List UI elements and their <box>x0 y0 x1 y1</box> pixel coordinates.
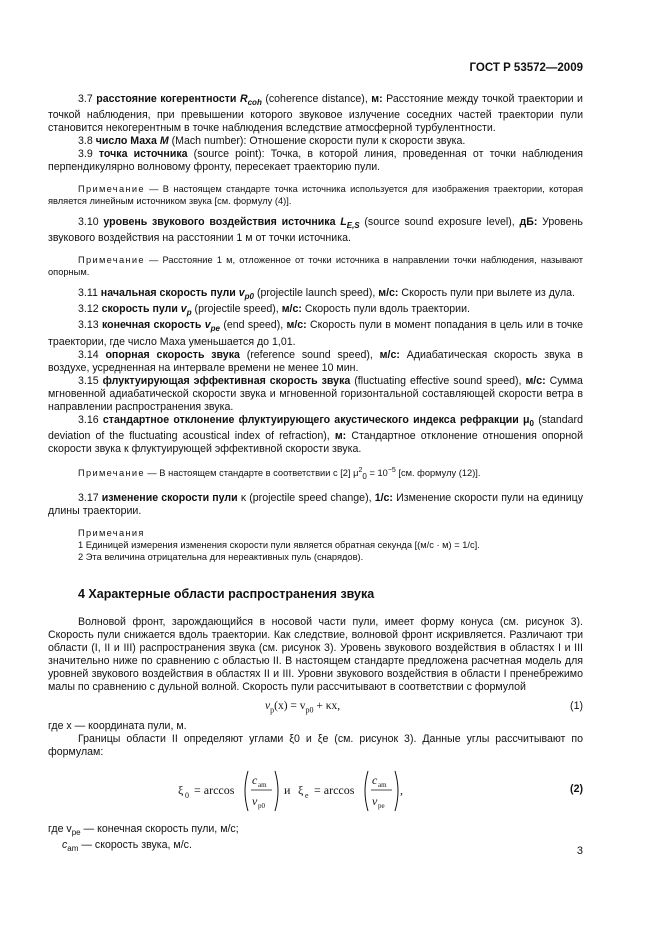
formula-2-expression <box>178 763 478 819</box>
term-3-14: 3.14 опорная скорость звука (reference sound speed), м/с: Адиабатическая скорость звука в воздухе, усредненная на интервале времени не менее 10 мин. <box>48 348 583 374</box>
page-number: 3 <box>576 845 583 857</box>
note-3-10: Примечание — Расстояние 1 м, отложенное от точки источника в направлении точки наблюдения, называют опорным. <box>48 255 583 278</box>
svg-text:e: e <box>305 790 309 800</box>
notes-3-17: Примечания 1 Единицей измерения изменения скорости пули является обратная секунда [(м/с · м) = 1/с]. 2 Эта величина отрицательна для нереактивных пуль (снарядов). <box>78 527 480 562</box>
term-3-8: 3.8 число Маха M (Mach number): Отношение скорости пули к скорости звука. <box>78 135 466 148</box>
svg-text:p0: p0 <box>258 801 265 810</box>
svg-text:ξ: ξ <box>298 782 304 797</box>
term-3-17: 3.17 изменение скорости пули κ (projectile speed change), 1/с: Изменение скорости пули на единицу длины траектории. <box>48 491 583 517</box>
svg-text:,: , <box>400 782 403 797</box>
svg-text:= arccos: = arccos <box>314 782 355 797</box>
term-3-10: 3.10 уровень звукового воздействия источника $L_{E,S}$ (source sound exposure level), дБ: Уровень звукового воздействия на расстоянии 1 м от точки источника. <box>48 216 583 245</box>
svg-text:и: и <box>284 782 291 797</box>
document-body <box>48 93 583 855</box>
term-3-11: 3.11 начальная скорость пули $v_{p0}$ (projectile launch speed), м/с: Скорость пули при вылете из дула. <box>78 287 575 302</box>
section-heading: 4 Характерные области распространения звука <box>78 586 375 601</box>
term-3-9: 3.9 точка источника (source point): Точка, в которой линия, проведенная от точки наблюдения перпендикулярно волновому фронту, пересекает траекторию пули. <box>48 148 583 174</box>
standard-header: ГОСТ Р 53572—2009 <box>469 62 583 74</box>
where-cam: $c_{am}$ — скорость звука, м/с. <box>62 838 192 853</box>
formula-2 <box>48 763 583 819</box>
svg-text:am: am <box>378 780 387 789</box>
svg-text:v: v <box>372 793 378 808</box>
term-3-15: 3.15 флуктуирующая эффективная скорость звука (fluctuating effective sound speed), м/с: Сумма мгновенной адиабатической скорости звука и мгновенной горизонтальной составляющей скорости ветра в направлении распространения звука. <box>48 374 583 413</box>
note-3-16: Примечание — В настоящем стандарте в соответствии с [2] $\mu^2_0 = 10^{-5}$ [см. формулу (12)]. <box>78 466 481 481</box>
svg-text:c: c <box>252 772 258 787</box>
svg-text:c: c <box>372 772 378 787</box>
formula-1 <box>48 694 583 720</box>
section-paragraph-1: Волновой фронт, зарождающийся в носовой части пули, имеет форму конуса (см. рисунок 3). Скорость пули снижается вдоль траектории. Как следствие, волновой фронт искривляется. Различают три области (I, II и III) распространения звука (см. рисунок 3). Уровень звукового воздействия в областях I и III значительно ниже по сравнению с областью II. В настоящем стандарте предложена расчетная модель для уровней звукового воздействия в областях II и III. Уровни звукового воздействия в области I пренебрежимо малы по сравнению с дульной волной. Скорость пули рассчитывают в соответствии с формулой <box>48 615 583 693</box>
term-3-12: 3.12 скорость пули $v_p$ (projectile speed), м/с: Скорость пули вдоль траектории. <box>78 303 470 318</box>
note-3-9: Примечание — В настоящем стандарте точка источника используется для изображения траектории, которая является линейным источником звука [см. формулу (4)]. <box>48 184 583 207</box>
term-3-16: 3.16 стандартное отклонение флуктуирующего акустического индекса рефракции $\mu_0$ (standard deviation of the fluctuating acoustical index of refraction), м: Стандартное отклонение отношения опорной скорости звука к флуктуирующей эффективной скорости звука. <box>48 413 583 455</box>
svg-text:pe: pe <box>378 801 385 810</box>
term-3-13: 3.13 конечная скорость $v_{pe}$ (end speed), м/с: Скорость пули в момент попадания в цель или в точке траектории, где число Маха уменьшается до 1,01. <box>48 319 583 348</box>
svg-text:ξ: ξ <box>178 782 184 797</box>
svg-text:0: 0 <box>185 790 189 800</box>
where-x: где x — координата пули, м. <box>48 719 187 732</box>
term-3-7: 3.7 расстояние когерентности $R_{coh}$ (coherence distance), м: Расстояние между точкой траектории и точкой наблюдения, при превышении которого звуковое излучение соседних частей траектории пули становится некогерентным в точке наблюдения вследствие атмосферной турбулентности. <box>48 93 583 135</box>
svg-text:v: v <box>252 793 258 808</box>
formula-2-number: (2) <box>570 782 583 795</box>
formula-1-number: (1) <box>570 699 583 712</box>
where-vpe: где $v_{pe}$ — конечная скорость пули, м/с; <box>48 822 239 837</box>
svg-text:am: am <box>258 780 267 789</box>
section-paragraph-2: Границы области II определяют углами ξ0 и ξe (см. рисунок 3). Данные углы рассчитывают по формулам: <box>48 732 583 758</box>
svg-text:= arccos: = arccos <box>194 782 235 797</box>
formula-1-expression: $v_p(x) = v_{p0} + \kappa x$, <box>265 699 341 714</box>
